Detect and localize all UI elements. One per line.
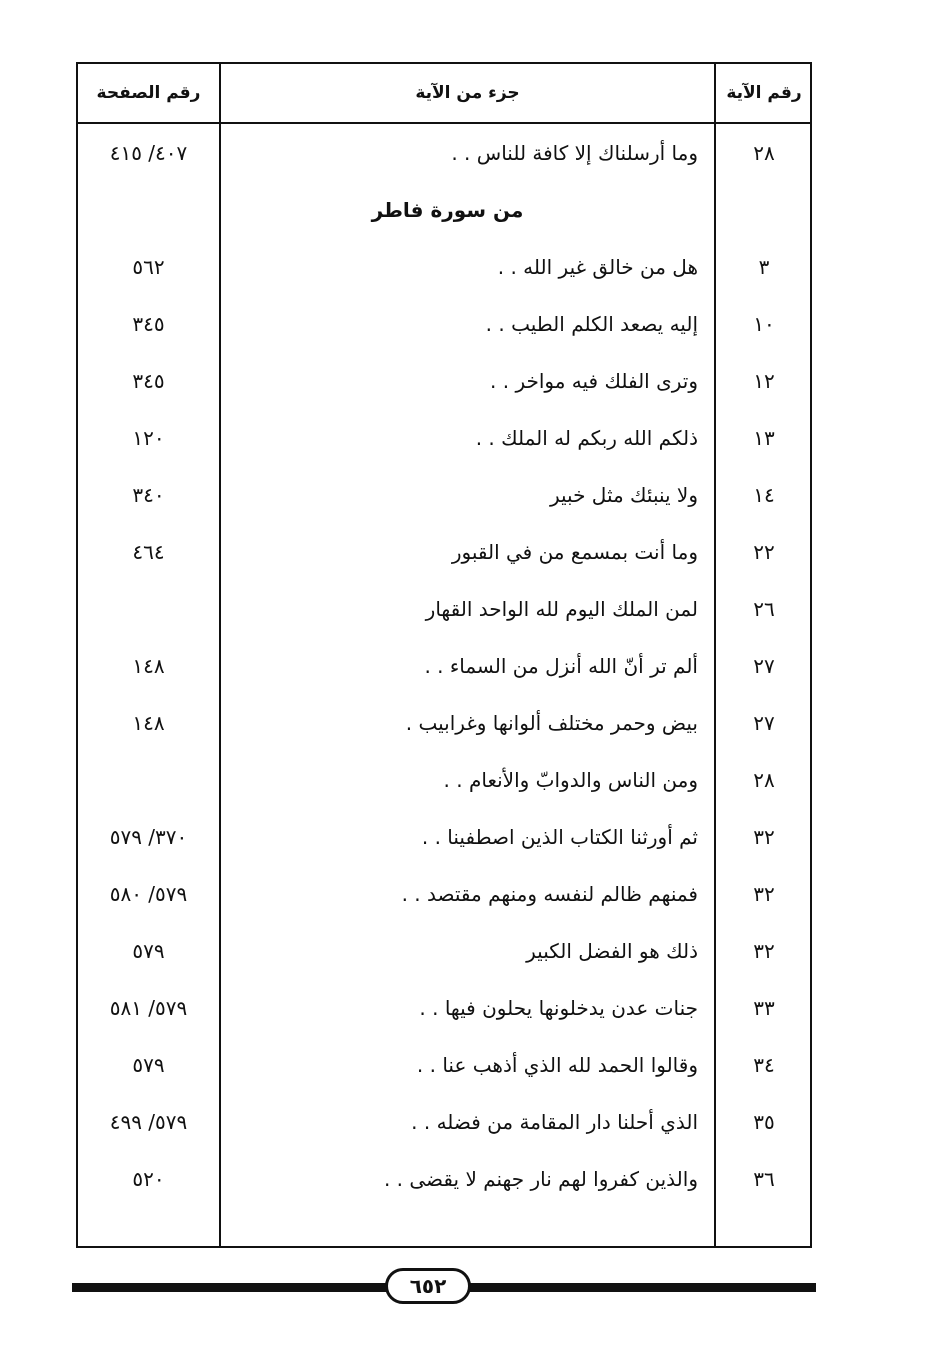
verse-text-cell: هل من خالق غير الله . . xyxy=(497,254,698,279)
table-row xyxy=(78,1036,810,1093)
verse-number-cell: ٣٥ xyxy=(753,1109,775,1134)
table-row xyxy=(78,694,810,751)
page-number-cell: ٣٤٠ xyxy=(132,482,165,507)
table-row xyxy=(78,1093,810,1150)
table-row xyxy=(78,466,810,523)
page-number-cell xyxy=(78,751,219,808)
table-row xyxy=(78,352,810,409)
verse-text-cell: وما أنت بمسمع من في القبور xyxy=(451,539,698,564)
verse-text-cell: بيض وحمر مختلف ألوانها وغرابيب . xyxy=(405,710,698,735)
verse-text-cell: ومن الناس والدوابّ والأنعام . . xyxy=(443,767,698,792)
verse-number-cell: ٢٨ xyxy=(753,140,775,165)
verse-number-cell: ٢٧ xyxy=(753,710,775,735)
table-row xyxy=(78,922,810,979)
verse-text-cell: الذي أحلنا دار المقامة من فضله . . xyxy=(411,1109,698,1134)
page-number-cell: ٣٤٥ xyxy=(132,368,165,393)
page-number-cell: ٣٤٥ xyxy=(132,311,165,336)
verse-text-cell: جنات عدن يدخلونها يحلون فيها . . xyxy=(419,995,698,1020)
verse-text-cell: ثم أورثنا الكتاب الذين اصطفينا . . xyxy=(421,824,698,849)
verse-text-cell: ألم تر أنّ الله أنزل من السماء . . xyxy=(424,653,698,678)
verse-number-cell: ٢٦ xyxy=(753,596,775,621)
footer-rule xyxy=(470,1283,816,1292)
table-row xyxy=(78,238,810,295)
page-number-cell: ٣٧٠/ ٥٧٩ xyxy=(109,824,188,849)
verse-text-cell: وقالوا الحمد لله الذي أذهب عنا . . xyxy=(416,1052,698,1077)
page-number-cell: ٥٧٩ xyxy=(132,1052,165,1077)
verse-text-cell: فمنهم ظالم لنفسه ومنهم مقتصد . . xyxy=(401,881,698,906)
index-table xyxy=(76,62,812,1248)
page-number-cell: ١٢٠ xyxy=(132,425,165,450)
verse-number-cell: ٣٢ xyxy=(753,881,775,906)
page-number-cell: ١٤٨ xyxy=(132,710,165,735)
table-row xyxy=(78,409,810,466)
verse-number-cell: ١٢ xyxy=(753,368,775,393)
surah-heading-row xyxy=(78,181,810,238)
verse-number-cell: ٣ xyxy=(758,254,770,279)
verse-number-cell: ٣٣ xyxy=(753,995,775,1020)
table-row xyxy=(78,1150,810,1207)
surah-title: من سورة فاطر xyxy=(371,197,524,222)
table-row xyxy=(78,979,810,1036)
page-number-cell xyxy=(78,580,219,637)
page-number-cell: ٥٧٩ xyxy=(132,938,165,963)
verse-text-cell: ذلك هو الفضل الكبير xyxy=(526,938,698,963)
page-number-cell: ٥٧٩/ ٥٨١ xyxy=(109,995,188,1020)
header-page-number: رقم الصفحة xyxy=(96,83,201,103)
table-row xyxy=(78,865,810,922)
page-number-cell: ٤٦٤ xyxy=(132,539,165,564)
verse-number-cell: ١٠ xyxy=(753,311,775,336)
verse-text-cell: وترى الفلك فيه مواخر . . xyxy=(490,368,698,393)
page-number-cell: ٥٢٠ xyxy=(132,1166,165,1191)
table-row xyxy=(78,808,810,865)
page-number-cell: ٥٧٩/ ٥٨٠ xyxy=(109,881,188,906)
verse-number-cell: ٣٢ xyxy=(753,824,775,849)
page-number-cell xyxy=(78,181,219,238)
table-body xyxy=(78,124,810,1207)
page-number-cell: ٥٦٢ xyxy=(132,254,165,279)
verse-number-cell: ١٤ xyxy=(753,482,775,507)
verse-number-cell: ١٣ xyxy=(753,425,775,450)
table-row xyxy=(78,523,810,580)
verse-text-cell: إليه يصعد الكلم الطيب . . xyxy=(485,311,698,336)
table-row xyxy=(78,124,810,181)
verse-text-cell: ولا ينبئك مثل خبير xyxy=(549,482,698,507)
table-row xyxy=(78,637,810,694)
verse-number-cell: ٣٤ xyxy=(753,1052,775,1077)
table-row xyxy=(78,580,810,637)
verse-number-cell: ٢٢ xyxy=(753,539,775,564)
footer-rule xyxy=(72,1283,390,1292)
page-number-cell: ١٤٨ xyxy=(132,653,165,678)
page-number-cell: ٥٧٩/ ٤٩٩ xyxy=(109,1109,188,1134)
header-verse-part: جزء من الآية xyxy=(415,83,520,103)
verse-text-cell: وما أرسلناك إلا كافة للناس . . xyxy=(451,140,698,165)
verse-number-cell xyxy=(716,181,812,238)
table-row xyxy=(78,295,810,352)
header-verse-number: رقم الآية xyxy=(726,83,802,103)
page-number-cell: ٤٠٧/ ٤١٥ xyxy=(109,140,188,165)
verse-text-cell: والذين كفروا لهم نار جهنم لا يقضى . . xyxy=(383,1166,698,1191)
table-row xyxy=(78,751,810,808)
page-number-badge: ٦٥٢ xyxy=(385,1268,471,1304)
verse-number-cell: ٢٧ xyxy=(753,653,775,678)
verse-text-cell: ذلكم الله ربكم له الملك . . xyxy=(475,425,698,450)
verse-number-cell: ٣٢ xyxy=(753,938,775,963)
verse-number-cell: ٢٨ xyxy=(753,767,775,792)
verse-text-cell: لمن الملك اليوم لله الواحد القهار xyxy=(425,596,698,621)
verse-number-cell: ٣٦ xyxy=(753,1166,775,1191)
